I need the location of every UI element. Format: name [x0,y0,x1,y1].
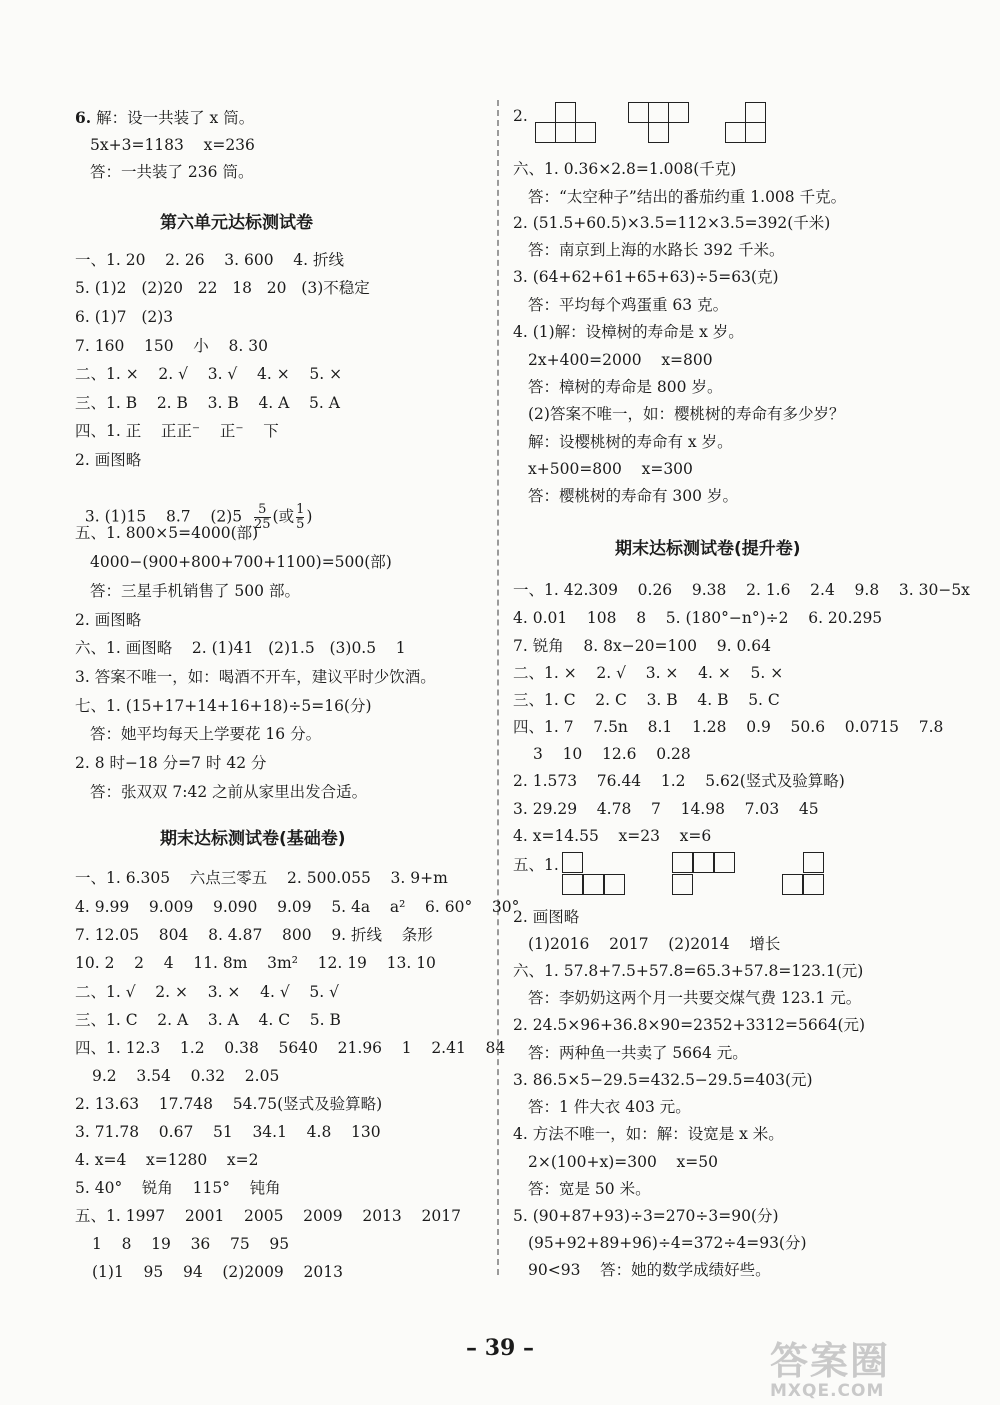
left-answer-line: 四、1. 12.3 1.2 0.38 5640 21.96 1 2.41 84 [75,1039,506,1057]
right-answer-line: 4. 0.01 108 8 5. (180°−n°)÷2 6. 20.295 [513,609,883,627]
watermark-logo: 答案圈 MXQE.COM [770,1339,891,1401]
right-answer-line: 答：“太空种子”结出的番茄约重 1.008 千克。 [528,188,847,206]
right-answer-line: 2. 画图略 [513,908,580,926]
right-answer-line: 3. (64+62+61+65+63)÷5=63(克) [513,268,779,286]
left-answer-line: 10. 2 2 4 11. 8m 3m² 12. 19 13. 10 [75,954,436,972]
right-answer-line: 答：平均每个鸡蛋重 63 克。 [528,296,729,314]
left-answer-line: 7. 160 150 小 8. 30 [75,337,268,355]
right-answer-line: 答：宽是 50 米。 [528,1180,651,1198]
right-answer-line: 2. 24.5×96+36.8×90=2352+3312=5664(元) [513,1016,866,1034]
left-answer-line: 9.2 3.54 0.32 2.05 [92,1067,280,1085]
left-answer-line: 7. 12.05 804 8. 4.87 800 9. 折线 条形 [75,926,433,944]
left-answer-line: 三、1. C 2. A 3. A 4. C 5. B [75,1011,341,1029]
left-answer-line: 一、1. 20 2. 26 3. 600 4. 折线 [75,251,345,269]
left-answer-line: 三、1. B 2. B 3. B 4. A 5. A [75,394,340,412]
right-answer-line: 答：1 件大衣 403 元。 [528,1098,691,1116]
left-answer-line: 二、1. × 2. √ 3. √ 4. × 5. × [75,365,343,383]
column-divider [497,100,499,1275]
left-answer-line: 2. 画图略 [75,451,142,469]
right-answer-line: 3 10 12.6 0.28 [533,745,691,763]
left-answer-line: 4. x=4 x=1280 x=2 [75,1151,259,1169]
right-answer-line: 五、1. [513,856,559,874]
fraction-1: $\frac{5}{25}$ [254,502,271,532]
right-answer-line: 答：樟树的寿命是 800 岁。 [528,378,723,396]
right-answer-line: 答：南京到上海的水路长 392 千米。 [528,241,785,259]
left-answer-line: 1 8 19 36 75 95 [92,1235,290,1253]
right-answer-line: x+500=800 x=300 [528,460,693,478]
right-answer-line: 解：设樱桃树的寿命有 x 岁。 [528,433,733,451]
right-answer-line: (2)答案不唯一，如：樱桃树的寿命有多少岁？ [528,405,845,423]
heading-unit6: 第六单元达标测试卷 [160,213,313,233]
right-answer-line: 7. 锐角 8. 8x−20=100 9. 0.64 [513,637,771,655]
left-answer-line: 二、1. √ 2. × 3. × 4. √ 5. √ [75,983,340,1001]
left-answer-line: 四、1. 正 正正⁻ 正⁻ 下 [75,422,279,440]
left-answer-line: 3. 71.78 0.67 51 34.1 4.8 130 [75,1123,381,1141]
left-answer-line: 一、1. 6.305 六点三零五 2. 500.055 3. 9+m [75,869,448,887]
fraction-answer-line [75,483,312,532]
left-answer-line: 五、1. 800×5=4000(部) [75,524,259,542]
right-answer-line: 四、1. 7 7.5n 8.1 1.28 0.9 50.6 0.0715 7.8 [513,718,944,736]
right-answer-line: 答：樱桃树的寿命有 300 岁。 [528,487,738,505]
right-answer-line: 2. [513,107,528,125]
right-answer-line: 5. (90+87+93)÷3=270÷3=90(分) [513,1207,779,1225]
right-answer-line: 二、1. × 2. √ 3. × 4. × 5. × [513,664,784,682]
left-answer-line: (1)1 95 94 (2)2009 2013 [92,1263,343,1281]
left-answer-line: 2. 13.63 17.748 54.75(竖式及验算略) [75,1095,383,1113]
left-answer-line: 6. 解：设一共装了 x 筒。 [75,108,255,127]
heading-advanced: 期末达标测试卷(提升卷) [615,539,801,559]
right-answer-line: 2. (51.5+60.5)×3.5=112×3.5=392(千米) [513,214,831,232]
right-answer-line: 2x+400=2000 x=800 [528,351,713,369]
right-answer-line: 3. 86.5×5−29.5=432.5−29.5=403(元) [513,1071,813,1089]
page-number: – 39 – [466,1335,534,1361]
fraction-suffix: ) [306,507,313,526]
left-answer-line: 6. (1)7 (2)3 [75,308,174,326]
fraction-prefix: 3. (1)15 8.7 (2)5 [84,507,252,526]
left-answer-line: 答：她平均每天上学要花 16 分。 [90,725,322,743]
left-answer-line: 5. 40° 锐角 115° 钝角 [75,1179,281,1197]
left-answer-line: 5. (1)2 (2)20 22 18 20 (3)不稳定 [75,279,370,297]
left-answer-line: 2. 8 时−18 分=7 时 42 分 [75,754,267,772]
right-answer-line: 4. (1)解：设樟树的寿命是 x 岁。 [513,323,744,341]
right-answer-line: 2×(100+x)=300 x=50 [528,1153,718,1171]
right-answer-line: 3. 29.29 4.78 7 14.98 7.03 45 [513,800,819,818]
right-answer-line: 4. 方法不唯一，如：解：设宽是 x 米。 [513,1125,784,1143]
left-answer-line: 答：一共装了 236 筒。 [90,163,254,181]
left-answer-line: 六、1. 画图略 2. (1)41 (2)1.5 (3)0.5 1 [75,639,406,657]
right-answer-line: 六、1. 0.36×2.8=1.008(千克) [513,160,737,178]
left-answer-line: 五、1. 1997 2001 2005 2009 2013 2017 [75,1207,461,1225]
right-answer-line: 2. 1.573 76.44 1.2 5.62(竖式及验算略) [513,772,845,790]
left-answer-line: 3. 答案不唯一，如：喝酒不开车，建议平时少饮酒。 [75,668,436,686]
heading-basic: 期末达标测试卷(基础卷) [160,829,346,849]
right-answer-line: 答：李奶奶这两个月一共要交煤气费 123.1 元。 [528,989,862,1007]
fraction-mid: (或 [272,507,295,526]
left-answer-line: 答：张双双 7:42 之前从家里出发合适。 [90,783,368,801]
right-answer-line: (1)2016 2017 (2)2014 增长 [528,935,781,953]
left-answer-line: 4000−(900+800+700+1100)=500(部) [90,553,392,571]
left-answer-line: 4. 9.99 9.009 9.090 9.09 5. 4a a² 6. 60° 30° [75,898,520,916]
left-answer-line: 七、1. (15+17+14+16+18)÷5=16(分) [75,697,372,715]
fraction-2: $\frac{1}{5}$ [296,502,305,532]
right-answer-line: 4. x=14.55 x=23 x=6 [513,827,712,845]
left-answer-line: 2. 画图略 [75,611,142,629]
right-answer-line: 三、1. C 2. C 3. B 4. B 5. C [513,691,780,709]
right-answer-line: 答：两种鱼一共卖了 5664 元。 [528,1044,748,1062]
right-answer-line: 90<93 答：她的数学成绩好些。 [528,1261,771,1279]
right-answer-line: 一、1. 42.309 0.26 9.38 2. 1.6 2.4 9.8 3. 30−5x [513,581,970,599]
left-answer-line: 答：三星手机销售了 500 部。 [90,582,300,600]
left-answer-line: 5x+3=1183 x=236 [90,136,255,154]
right-answer-line: (95+92+89+96)÷4=372÷4=93(分) [528,1234,807,1252]
right-answer-line: 六、1. 57.8+7.5+57.8=65.3+57.8=123.1(元) [513,962,864,980]
